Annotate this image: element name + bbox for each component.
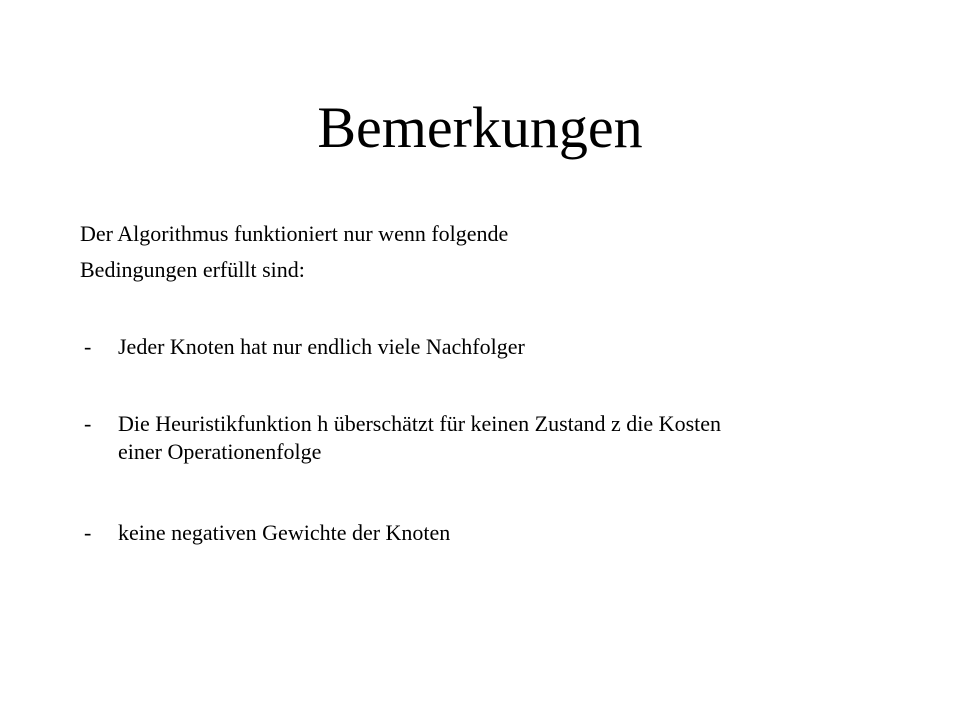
bullet-text-line: Jeder Knoten hat nur endlich viele Nachfolger bbox=[118, 334, 525, 359]
bullet-text bbox=[118, 410, 900, 466]
bullet-text bbox=[118, 333, 900, 361]
bullet-dash: - bbox=[84, 334, 92, 359]
slide-title: Bemerkungen bbox=[317, 95, 643, 160]
bullet-dash: - bbox=[84, 411, 92, 436]
bullet-text bbox=[118, 519, 900, 547]
intro-line-1: Der Algorithmus funktioniert nur wenn folgende bbox=[80, 221, 509, 246]
bullet-item-3 bbox=[80, 519, 900, 547]
bullet-text-line: keine negativen Gewichte der Knoten bbox=[118, 520, 451, 545]
intro-paragraph bbox=[80, 216, 880, 288]
bullet-item-1 bbox=[80, 333, 900, 361]
bullet-item-2 bbox=[80, 410, 900, 466]
bullet-text-line: einer Operationenfolge bbox=[118, 439, 322, 464]
intro-line-2: Bedingungen erfüllt sind: bbox=[80, 257, 305, 282]
bullet-dash: - bbox=[84, 520, 92, 545]
bullet-text-line: Die Heuristikfunktion h überschätzt für keinen Zustand z die Kosten bbox=[118, 411, 722, 436]
